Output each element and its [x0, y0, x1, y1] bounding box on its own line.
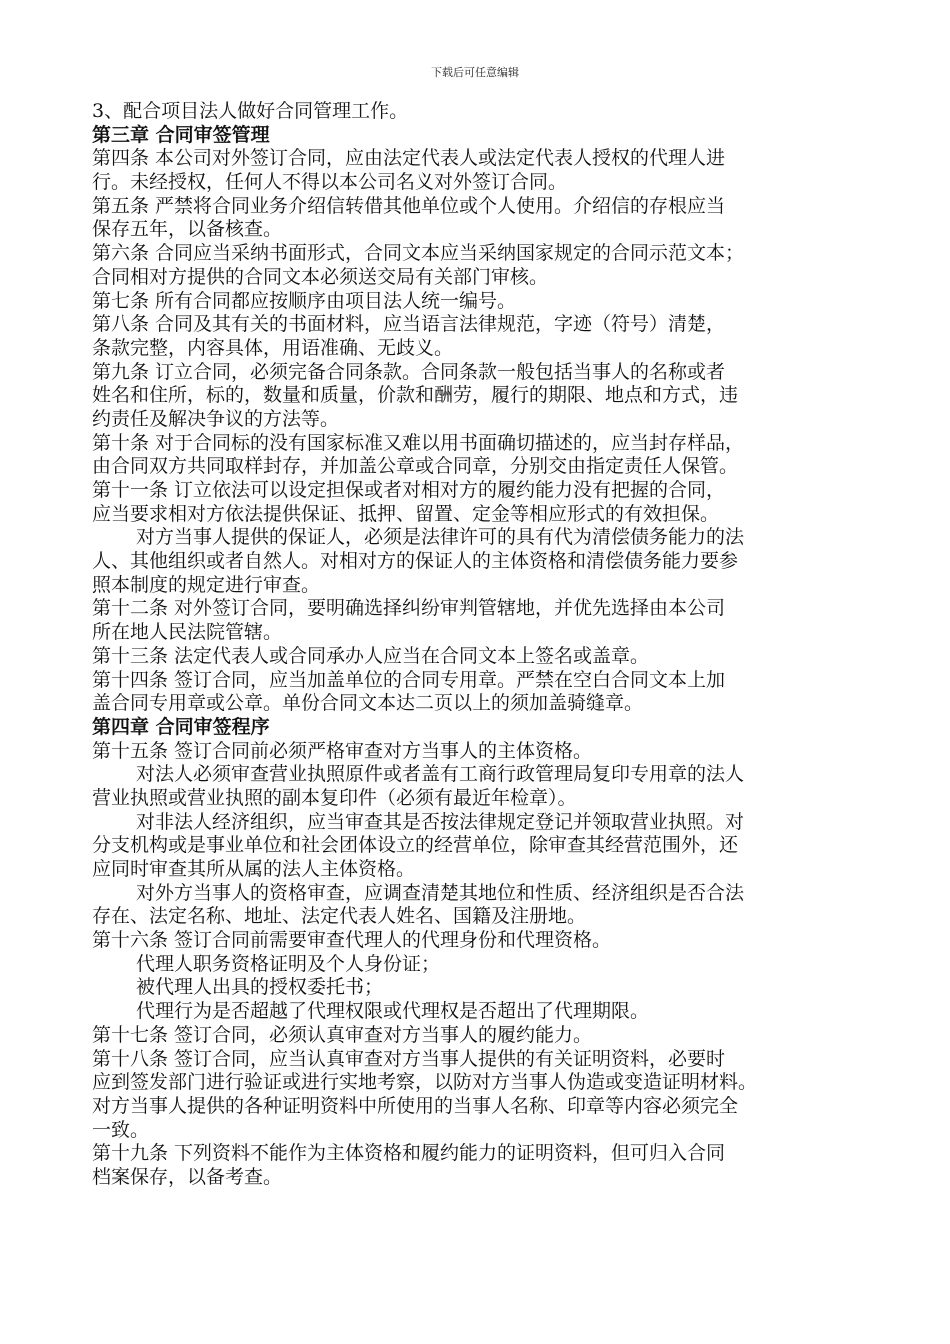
text-line: 照本制度的规定进行审查。 [92, 573, 321, 596]
text-line: 3、配合项目法人做好合同管理工作。 [92, 100, 409, 122]
text-line: 约责任及解决争议的方法等。 [92, 407, 340, 430]
text-line: 人、其他组织或者自然人。对相对方的保证人的主体资格和清偿债务能力要参 [92, 550, 739, 573]
text-line: 第四条 本公司对外签订合同，应由法定代表人或法定代表人授权的代理人进 [92, 147, 726, 170]
text-line: 合同相对方提供的合同文本必须送交局有关部门审核。 [92, 265, 549, 288]
text-line: 被代理人出具的授权委托书； [136, 976, 384, 999]
text-line: 第八条 合同及其有关的书面材料，应当语言法律规范，字迹（符号）清楚， [92, 313, 726, 336]
text-line: 第十二条 对外签订合同，要明确选择纠纷审判管辖地，并优先选择由本公司 [92, 597, 726, 620]
text-line: 第九条 订立合同，必须完备合同条款。合同条款一般包括当事人的名称或者 [92, 360, 726, 383]
document-body [92, 100, 872, 1190]
text-line: 条款完整，内容具体，用语准确、无歧义。 [92, 336, 454, 359]
text-line: 分支机构或是事业单位和社会团体设立的经营单位，除审查其经营范围外，还 [92, 834, 739, 857]
text-line: 存在、法定名称、地址、法定代表人姓名、国籍及注册地。 [92, 905, 587, 928]
text-line: 对法人必须审查营业执照原件或者盖有工商行政管理局复印专用章的法人 [136, 763, 745, 786]
text-line: 代理行为是否超越了代理权限或代理权是否超出了代理期限。 [136, 1000, 650, 1023]
text-line: 代理人职务资格证明及个人身份证； [136, 952, 441, 975]
text-line: 第十一条 订立依法可以设定担保或者对相对方的履约能力没有把握的合同， [92, 479, 726, 501]
text-line: 盖合同专用章或公章。单份合同文本达二页以上的须加盖骑缝章。 [92, 692, 644, 715]
text-line: 第十六条 签订合同前需要审查代理人的代理身份和代理资格。 [92, 929, 612, 952]
text-line: 所在地人民法院管辖。 [92, 621, 283, 644]
text-line: 营业执照或营业执照的副本复印件（必须有最近年检章）。 [92, 786, 577, 809]
text-line: 第十八条 签订合同，应当认真审查对方当事人提供的有关证明资料，必要时 [92, 1047, 726, 1070]
text-line: 保存五年，以备核查。 [92, 218, 283, 241]
text-line: 第七条 所有合同都应按顺序由项目法人统一编号。 [92, 289, 517, 312]
text-line: 一致。 [92, 1118, 150, 1141]
text-line: 第十五条 签订合同前必须严格审查对方当事人的主体资格。 [92, 739, 593, 762]
text-line: 对方当事人提供的保证人，必须是法律许可的具有代为清偿债务能力的法 [136, 526, 745, 549]
text-line: 姓名和住所，标的，数量和质量，价款和酬劳，履行的期限、地点和方式，违 [92, 384, 739, 407]
chapter-heading: 第四章 合同审签程序 [92, 715, 270, 738]
text-line: 应当要求相对方依法提供保证、抵押、留置、定金等相应形式的有效担保。 [92, 502, 720, 525]
text-line: 第十三条 法定代表人或合同承办人应当在合同文本上签名或盖章。 [92, 644, 650, 667]
text-line: 行。未经授权，任何人不得以本公司名义对外签订合同。 [92, 171, 568, 194]
page-header: 下载后可任意编辑 [431, 66, 519, 79]
text-line: 第十条 对于合同标的没有国家标准又难以用书面确切描述的，应当封存样品， [92, 431, 745, 454]
text-line: 第十七条 签订合同，必须认真审查对方当事人的履约能力。 [92, 1023, 593, 1046]
text-line: 第五条 严禁将合同业务介绍信转借其他单位或个人使用。介绍信的存根应当 [92, 194, 726, 217]
chapter-heading: 第三章 合同审签管理 [92, 123, 270, 146]
text-line: 档案保存，以备考查。 [92, 1165, 283, 1188]
text-line: 对非法人经济组织，应当审查其是否按法律规定登记并领取营业执照。对 [136, 810, 745, 833]
text-line: 对方当事人提供的各种证明资料中所使用的当事人名称、印章等内容必须完全 [92, 1094, 739, 1117]
text-line: 第十九条 下列资料不能作为主体资格和履约能力的证明资料，但可归入合同 [92, 1142, 726, 1165]
text-line: 第六条 合同应当采纳书面形式，合同文本应当采纳国家规定的合同示范文本； [92, 242, 745, 265]
text-line: 应同时审查其所从属的法人主体资格。 [92, 858, 416, 880]
text-line: 对外方当事人的资格审查，应调查清楚其地位和性质、经济组织是否合法 [136, 881, 745, 904]
text-line: 应到签发部门进行验证或进行实地考察，以防对方当事人伪造或变造证明材料。 [92, 1071, 758, 1094]
text-line: 第十四条 签订合同，应当加盖单位的合同专用章。严禁在空白合同文本上加 [92, 668, 726, 691]
text-line: 由合同双方共同取样封存，并加盖公章或合同章，分别交由指定责任人保管。 [92, 455, 739, 478]
